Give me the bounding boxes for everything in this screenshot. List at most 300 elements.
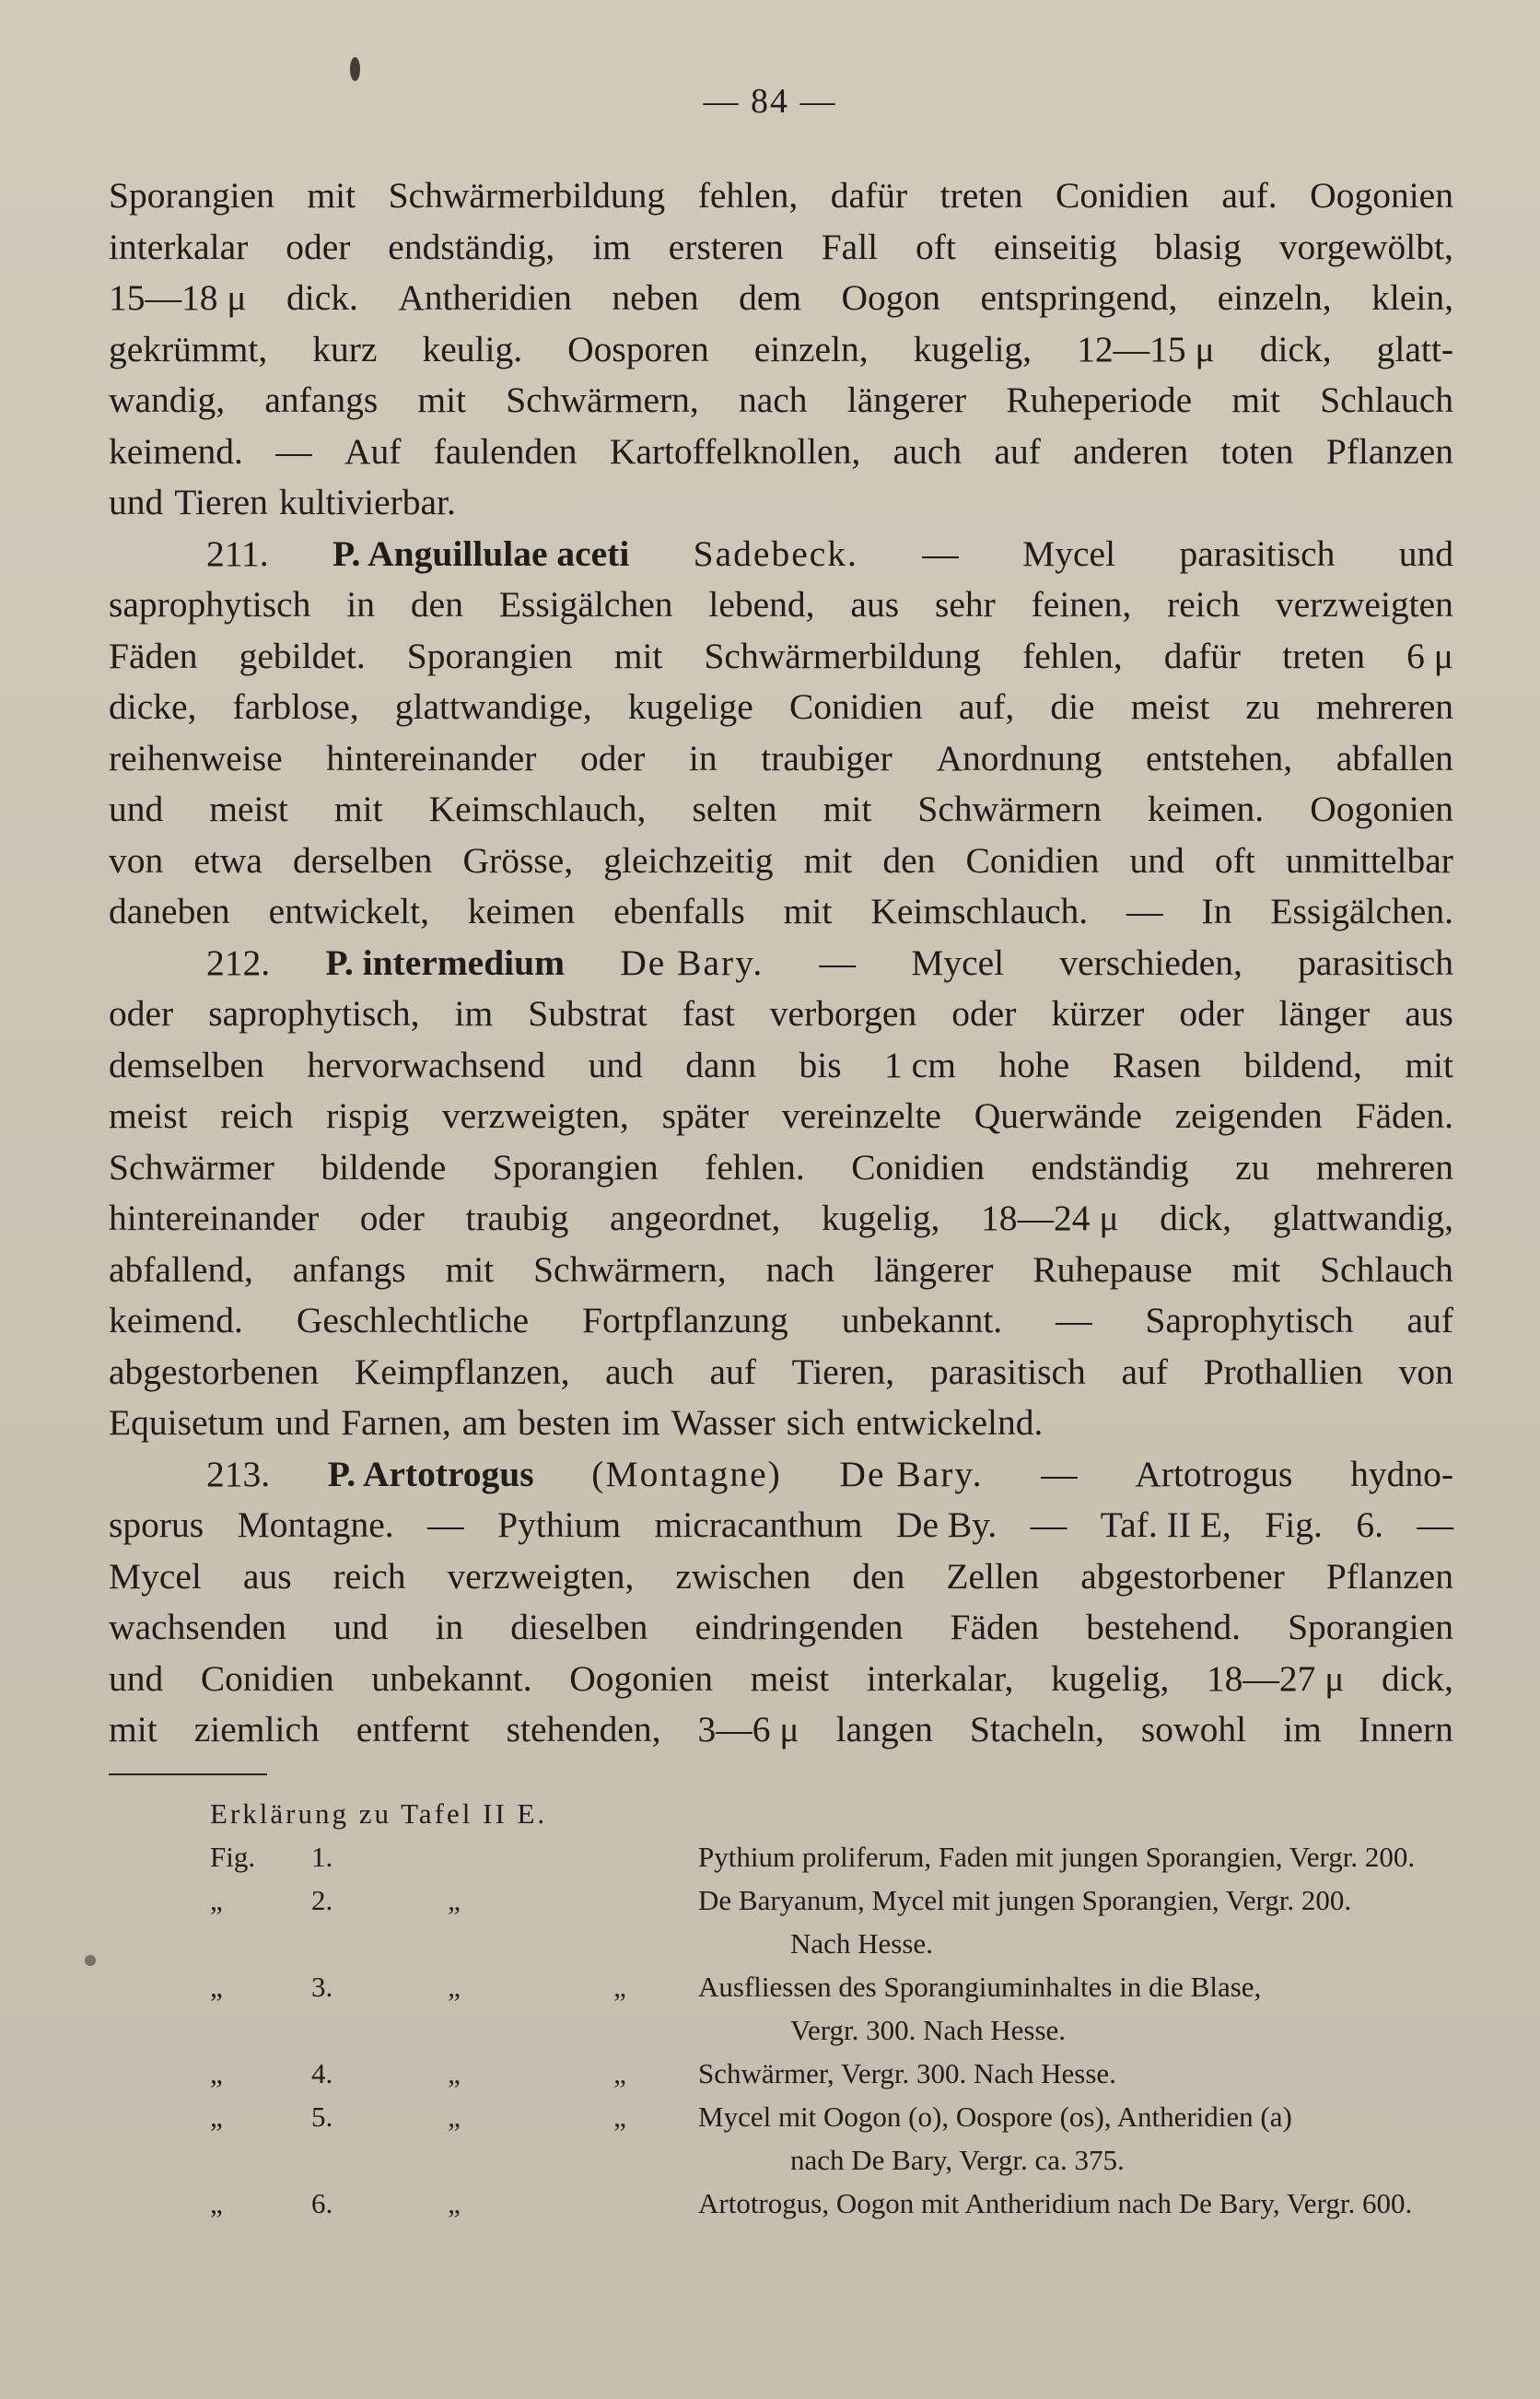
word: demselben: [109, 1044, 264, 1085]
footnote-row: [109, 2182, 1453, 2225]
word: —: [427, 1504, 464, 1545]
figure-number: 2.: [311, 1884, 333, 1916]
footnote-divider: [109, 1773, 267, 1775]
word: glattwandig,: [1272, 1198, 1453, 1238]
word: keimen.: [1148, 789, 1265, 829]
footnote-row: [109, 2052, 1453, 2095]
text-line: [109, 733, 1453, 785]
word: länger: [1278, 993, 1371, 1034]
word: verborgen: [769, 993, 917, 1034]
word: entstehen,: [1146, 737, 1293, 778]
body-text: [109, 170, 1453, 1756]
word: entfernt: [356, 1709, 470, 1750]
text-line: [109, 631, 1453, 683]
word: 213.: [206, 1453, 271, 1494]
word: treten: [1282, 635, 1366, 676]
word: sehr: [934, 584, 996, 625]
word: toten: [1220, 430, 1294, 472]
word: reich: [332, 1555, 406, 1597]
word: gleichzeitig: [603, 839, 774, 881]
word: dem: [739, 277, 802, 318]
word: Conidien: [1056, 175, 1189, 216]
word: etwa: [193, 839, 262, 881]
plate-explanation: [109, 1792, 1453, 2225]
text-line: [109, 1551, 1453, 1603]
word: und: [109, 1657, 164, 1699]
word: 212.: [206, 942, 271, 983]
word: oft: [1214, 839, 1255, 881]
word: parasitisch: [1179, 532, 1336, 574]
word: oder: [359, 1198, 425, 1238]
word: sporus: [109, 1504, 204, 1545]
text-line: [109, 1654, 1453, 1705]
word: eindringenden: [694, 1607, 904, 1647]
word: verzweigten,: [447, 1555, 635, 1597]
word: oder: [580, 737, 646, 778]
word: sowohl: [1140, 1709, 1247, 1750]
word: zu: [1235, 1146, 1270, 1188]
word: 3—6 μ: [697, 1709, 799, 1750]
word: dieselben: [510, 1607, 648, 1647]
word: bildend,: [1243, 1044, 1362, 1085]
word: kugelige: [627, 686, 753, 727]
word: saprophytisch,: [208, 993, 420, 1034]
word: Farnen,: [341, 1402, 451, 1443]
ditto-mark: [542, 1835, 698, 1878]
text-line: [109, 1602, 1453, 1654]
word: mit: [109, 1709, 158, 1750]
footnote-row: [109, 1965, 1453, 2008]
word: dick.: [286, 277, 358, 318]
word: Oogon: [841, 277, 941, 318]
word: Schwärmerbildung: [704, 635, 982, 676]
word: Ruhepause: [1032, 1248, 1193, 1290]
page-number: — 84 —: [703, 82, 837, 121]
word: anfangs: [264, 380, 379, 420]
word: reich: [220, 1095, 294, 1136]
word: mit: [613, 635, 663, 676]
word: nach: [765, 1248, 835, 1290]
text-line: [109, 784, 1453, 836]
text-line: [109, 273, 1453, 324]
word: Sporangien: [109, 175, 274, 216]
word: kultivierbar.: [278, 482, 456, 522]
text-line: [109, 1245, 1453, 1296]
word: Sporangien: [406, 635, 573, 676]
word: auch: [605, 1351, 674, 1392]
word: Keimschlauch,: [428, 789, 647, 829]
text-line: [109, 375, 1453, 427]
word: angeordnet,: [610, 1198, 781, 1238]
word: Prothallien: [1203, 1351, 1363, 1392]
plate-explanation-list: [109, 1835, 1453, 2225]
word: hydno-: [1350, 1453, 1453, 1494]
word: fehlen,: [697, 175, 799, 216]
word: Schwärmerbildung: [388, 175, 666, 216]
word: dick,: [1160, 1198, 1232, 1238]
word: im: [454, 993, 494, 1034]
plate-explanation-title: Erklärung zu Tafel II E.: [210, 1797, 548, 1830]
word: wachsenden: [109, 1607, 287, 1647]
word: hervorwachsend: [307, 1044, 546, 1085]
ditto-mark: „: [448, 1884, 461, 1916]
word: keimen: [467, 891, 576, 931]
word: Keimschlauch.: [870, 891, 1089, 931]
word: Equisetum: [109, 1402, 264, 1443]
word: hintereinander: [109, 1198, 320, 1238]
word: verschieden,: [1059, 942, 1242, 983]
word: aus: [242, 1555, 292, 1597]
word: Pflanzen: [1325, 430, 1453, 472]
word: mit: [822, 789, 872, 829]
word: kugelig,: [913, 328, 1032, 369]
word: dick,: [1259, 328, 1332, 369]
word: abfallen: [1336, 737, 1453, 778]
word: meist: [209, 789, 288, 829]
word: traubiger: [761, 737, 892, 778]
word: Anordnung: [936, 737, 1102, 778]
word: sich: [786, 1402, 846, 1443]
figure-caption: Ausfliessen des Sporangiuminhaltes in die Blase,: [698, 1971, 1262, 2003]
word: Keimpflanzen,: [354, 1351, 570, 1392]
word: unmittelbar: [1285, 839, 1453, 881]
figure-number: 1.: [311, 1841, 333, 1873]
word: Substrat: [528, 993, 648, 1034]
word: mit: [783, 891, 833, 931]
text-line: [109, 1449, 1453, 1501]
word: den: [882, 839, 936, 881]
word: 18—27 μ: [1206, 1657, 1345, 1699]
word: im: [621, 1402, 660, 1443]
word: Mycel: [109, 1555, 202, 1597]
ditto-mark: „: [448, 2101, 461, 2133]
figure-number: 4.: [311, 2057, 333, 2089]
word: parasitisch: [1298, 942, 1453, 983]
word: Schwärmer: [109, 1146, 274, 1188]
word: auf: [709, 1351, 756, 1392]
ditto-mark: „: [613, 1971, 626, 2003]
text-line: [109, 1398, 1453, 1449]
word: dafür: [1163, 635, 1242, 676]
figure-label: „: [210, 1884, 223, 1916]
text-line: [109, 886, 1453, 938]
word: Pythium: [497, 1504, 622, 1545]
word: aus: [850, 584, 900, 625]
word: besten: [518, 1402, 611, 1443]
word: Kartoffelknollen,: [609, 430, 861, 472]
word: Rasen: [1112, 1044, 1202, 1085]
word: Wasser: [671, 1402, 776, 1443]
word: Fäden.: [1355, 1095, 1453, 1136]
word: ersteren: [668, 226, 784, 267]
word: glatt-: [1376, 328, 1453, 369]
word: unbekannt.: [371, 1657, 532, 1699]
word: anfangs: [292, 1248, 406, 1290]
figure-caption: Mycel mit Oogon (o), Oospore (os), Antheridien (a): [698, 2101, 1292, 2133]
word: 1 cm: [884, 1044, 956, 1085]
word: selten: [692, 789, 777, 829]
figure-number: 6.: [311, 2187, 333, 2219]
word: und: [109, 789, 164, 829]
word: meist: [750, 1657, 830, 1699]
footnote-row: [109, 1878, 1453, 1922]
word: den: [852, 1555, 905, 1597]
word: De Bary.: [839, 1453, 984, 1494]
word: Grösse,: [462, 839, 574, 881]
word: entwickelnd.: [856, 1402, 1044, 1443]
footnote-continuation: nach De Bary, Vergr. ca. 375.: [790, 2144, 1125, 2176]
word: Essigälchen: [498, 584, 673, 625]
word: Sadebeck.: [693, 532, 858, 574]
word: 6 μ: [1406, 635, 1453, 676]
word: oder: [109, 993, 174, 1034]
word: —: [1030, 1504, 1068, 1545]
word: längerer: [873, 1248, 994, 1290]
text-line: [109, 1295, 1453, 1347]
word: De By.: [895, 1504, 998, 1545]
word: vereinzelte: [781, 1095, 941, 1136]
word: stehenden,: [506, 1709, 661, 1750]
word: mit: [1231, 380, 1280, 420]
word: in: [346, 584, 376, 625]
ditto-mark: „: [448, 1971, 461, 2003]
word: vorgewölbt,: [1278, 226, 1453, 267]
word: fehlen.: [705, 1146, 805, 1188]
ditto-mark: [367, 1835, 542, 1878]
text-line: [109, 579, 1453, 631]
word: auf: [1406, 1300, 1453, 1340]
word: parasitisch: [929, 1351, 1086, 1392]
word: micracanthum: [654, 1504, 863, 1545]
figure-caption: Artotrogus, Oogon mit Antheridium nach De Bary, Vergr. 600.: [698, 2187, 1413, 2219]
word: hintereinander: [326, 737, 537, 778]
word: glattwandige,: [394, 686, 592, 727]
word: Conidien: [851, 1146, 986, 1188]
text-line: [109, 222, 1453, 274]
word: Oogonien: [1310, 175, 1453, 216]
word: Schlauch: [1320, 380, 1453, 420]
word: dafür: [830, 175, 908, 216]
word: —: [1417, 1504, 1453, 1545]
word: bis: [799, 1044, 842, 1085]
word: Montagne.: [237, 1504, 394, 1545]
word: meist: [109, 1095, 188, 1136]
word: abgestorbenen: [109, 1351, 320, 1392]
word: keimend.: [109, 430, 243, 472]
word: zeigenden: [1174, 1095, 1323, 1136]
figure-label: „: [210, 2101, 223, 2133]
text-line: [109, 324, 1453, 376]
word: oder: [951, 993, 1017, 1034]
species-name: P. intermedium: [325, 942, 566, 983]
word: kürzer: [1051, 993, 1145, 1034]
word: und: [1398, 532, 1453, 574]
word: einzeln,: [753, 328, 869, 369]
text-line: [109, 427, 1453, 478]
text-line: [109, 938, 1453, 989]
species-name: P. Artotrogus: [327, 1453, 534, 1494]
word: einzeln,: [1217, 277, 1332, 318]
word: Oogonien: [569, 1657, 714, 1699]
word: 12—15 μ: [1077, 328, 1215, 369]
word: Schwärmern,: [533, 1248, 727, 1290]
word: rispig: [326, 1095, 410, 1136]
word: fehlen,: [1022, 635, 1123, 676]
word: kurz: [312, 328, 378, 369]
word: Artotrogus: [1135, 1453, 1293, 1494]
word: Auf: [344, 430, 402, 472]
text-line: [109, 1704, 1453, 1756]
figure-number: 5.: [311, 2101, 333, 2133]
word: interkalar,: [866, 1657, 1014, 1699]
word: unbekannt.: [841, 1300, 1003, 1340]
word: auf: [994, 430, 1041, 472]
word: hohe: [998, 1044, 1070, 1085]
word: —: [275, 430, 312, 472]
word: In: [1201, 891, 1232, 931]
word: keimend.: [109, 1300, 243, 1340]
word: Mycel: [1022, 532, 1116, 574]
ditto-mark: „: [448, 2187, 461, 2219]
word: Antheridien: [398, 277, 572, 318]
word: Essigälchen.: [1270, 891, 1453, 931]
word: abfallend,: [109, 1248, 253, 1290]
word: Conidien: [965, 839, 1100, 881]
word: reihenweise: [109, 737, 283, 778]
word: die: [1050, 686, 1095, 727]
word: auch: [892, 430, 962, 472]
word: klein,: [1371, 277, 1453, 318]
word: nach: [738, 380, 808, 420]
word: und: [109, 482, 164, 522]
text-line: [109, 1500, 1453, 1551]
text-line: [109, 1040, 1453, 1092]
word: Oogonien: [1310, 789, 1453, 829]
word: langen: [835, 1709, 933, 1750]
word: gebildet.: [239, 635, 366, 676]
word: zu: [1245, 686, 1280, 727]
word: 18—24 μ: [980, 1198, 1119, 1238]
word: Fäden: [109, 635, 198, 676]
ditto-mark: „: [613, 2101, 626, 2133]
word: dann: [685, 1044, 757, 1085]
word: feinen,: [1031, 584, 1132, 625]
text-line: [109, 1347, 1453, 1398]
word: abgestorbener: [1080, 1555, 1285, 1597]
figure-caption: Schwärmer, Vergr. 300. Nach Hesse.: [698, 2057, 1116, 2089]
word: in: [435, 1607, 464, 1647]
text-line: [109, 529, 1453, 580]
word: —: [1126, 891, 1163, 931]
word: keulig.: [422, 328, 523, 369]
word: bestehend.: [1086, 1607, 1241, 1647]
word: farblose,: [232, 686, 359, 727]
ditto-mark: „: [613, 2057, 626, 2089]
word: mehreren: [1315, 1146, 1453, 1188]
word: gekrümmt,: [109, 328, 268, 369]
ditto-mark: [542, 2182, 698, 2225]
word: faulenden: [433, 430, 578, 472]
text-line: [109, 1091, 1453, 1142]
word: längerer: [846, 380, 967, 420]
word: Fall: [821, 226, 879, 267]
word: Fig.: [1265, 1504, 1323, 1545]
text-line: [109, 989, 1453, 1040]
figure-label: „: [210, 2057, 223, 2089]
word: mit: [333, 789, 383, 829]
word: Conidien: [788, 686, 923, 727]
word: Sporangien: [492, 1146, 659, 1188]
word: und: [274, 1402, 331, 1443]
word: Taf. II E,: [1100, 1504, 1231, 1545]
word: Innern: [1358, 1709, 1453, 1750]
word: verzweigten: [1275, 584, 1453, 625]
word: traubig: [465, 1198, 569, 1238]
figure-label: „: [210, 1971, 223, 2003]
word: Geschlechtliche: [296, 1300, 530, 1340]
word: Schwärmern: [917, 789, 1102, 829]
word: Pflanzen: [1325, 1555, 1453, 1597]
word: verzweigten,: [441, 1095, 629, 1136]
word: mit: [445, 1248, 495, 1290]
word: ziemlich: [193, 1709, 320, 1750]
word: auf.: [1221, 175, 1278, 216]
word: entspringend,: [980, 277, 1178, 318]
word: daneben: [109, 891, 230, 931]
word: entwickelt,: [268, 891, 429, 931]
word: mit: [307, 175, 356, 216]
word: —: [1056, 1300, 1092, 1340]
word: Tieren,: [791, 1351, 895, 1392]
word: Querwände: [974, 1095, 1142, 1136]
word: von: [109, 839, 164, 881]
word: kugelig,: [1050, 1657, 1170, 1699]
word: ebenfalls: [613, 891, 745, 931]
word: wandig,: [109, 380, 226, 420]
word: mit: [1231, 1248, 1281, 1290]
word: später: [661, 1095, 749, 1136]
word: Fäden: [950, 1607, 1040, 1647]
ink-smudge: [350, 57, 360, 81]
ditto-mark: „: [448, 2057, 461, 2089]
text-line: [109, 1142, 1453, 1194]
text-line: [109, 170, 1453, 222]
word: kugelig,: [821, 1198, 940, 1238]
word: auf: [1121, 1351, 1168, 1392]
word: Oosporen: [567, 328, 709, 369]
word: oder: [1179, 993, 1244, 1034]
word: fast: [682, 993, 735, 1034]
ink-smudge: [85, 1955, 96, 1966]
word: Conidien: [200, 1657, 334, 1699]
word: aus: [1405, 993, 1453, 1034]
word: den: [410, 584, 463, 625]
word: lebend,: [708, 584, 815, 625]
figure-caption: De Baryanum, Mycel mit jungen Sporangien, Vergr. 200.: [698, 1884, 1352, 1916]
word: Saprophytisch: [1145, 1300, 1354, 1340]
footnote-row: [109, 1835, 1453, 1878]
word: 15—18 μ: [109, 277, 247, 318]
word: mit: [1405, 1044, 1453, 1085]
word: oft: [916, 226, 956, 267]
word: derselben: [293, 839, 433, 881]
word: am: [461, 1402, 508, 1443]
word: treten: [939, 175, 1023, 216]
word: einseitig: [993, 226, 1117, 267]
word: anderen: [1073, 430, 1189, 472]
footnote-continuation: Vergr. 300. Nach Hesse.: [790, 2014, 1067, 2046]
word: (Montagne): [591, 1453, 782, 1494]
